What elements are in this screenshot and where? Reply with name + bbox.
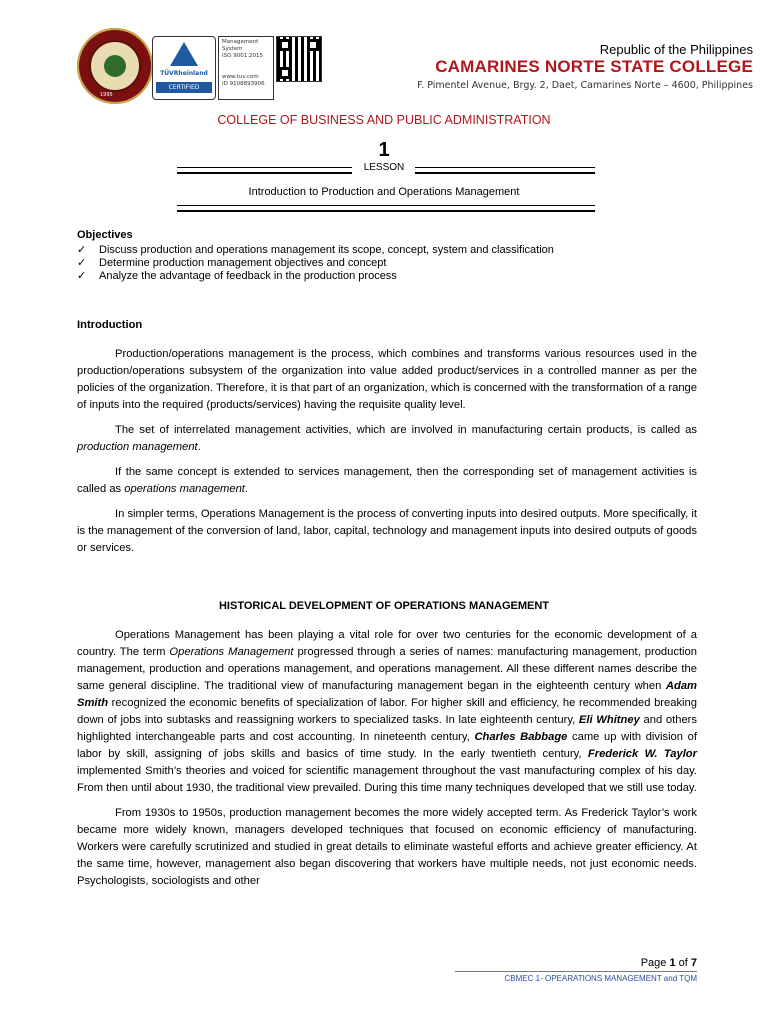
intro-paragraph: The set of interrelated management activities, which are involved in manufacturing certain products, is called as production management. xyxy=(77,424,697,453)
iso-cert-info xyxy=(218,36,274,100)
department-heading: COLLEGE OF BUSINESS AND PUBLIC ADMINISTRATION xyxy=(217,113,551,127)
introduction-body xyxy=(77,346,697,557)
cert-line: ID 9108893906 xyxy=(222,81,265,87)
intro-paragraph: Production/operations management is the process, which combines and transforms various resources used in the production/operations subsystem of the organization into value added product/services in a controlled manner as per the policies of the organization. Therefore, it is that part of an organization, which is concerned with the transformation of a range of inputs into the required (products/services) having the requisite quality level. xyxy=(77,348,697,411)
tuv-triangle-icon xyxy=(170,42,198,66)
college-name: CAMARINES NORTE STATE COLLEGE xyxy=(435,57,753,76)
republic-label: Republic of the Philippines xyxy=(599,42,753,57)
intro-paragraph: In simpler terms, Operations Management is the process of converting inputs into desired outputs. More specifically, it is the management of the conversion of land, labor, capital, technology and management inputs into desired outputs of goods or services. xyxy=(77,508,697,554)
checkmark-icon: ✓ xyxy=(77,270,87,282)
objective-text: Determine production management objectives and concept xyxy=(99,257,387,269)
tuv-certified-badge: CERTIFIED xyxy=(156,82,212,93)
objectives-heading: Objectives xyxy=(77,229,133,241)
cert-line: System xyxy=(222,46,243,52)
lesson-label: LESSON xyxy=(363,162,405,173)
objective-text: Analyze the advantage of feedback in the production process xyxy=(99,270,397,282)
history-heading: HISTORICAL DEVELOPMENT OF OPERATIONS MANAGEMENT xyxy=(218,600,550,612)
intro-paragraph: If the same concept is extended to services management, then the corresponding set of management activities is called as operations management. xyxy=(77,466,697,495)
history-body xyxy=(77,627,697,890)
objective-text: Discuss production and operations management its scope, concept, system and classification xyxy=(99,244,554,256)
checkmark-icon: ✓ xyxy=(77,257,87,269)
introduction-heading: Introduction xyxy=(77,319,143,331)
course-code: CBMEC 1- OPEARATIONS MANAGEMENT and TQM xyxy=(504,974,697,983)
cert-line: ISO 9001:2015 xyxy=(222,53,264,59)
college-address: F. Pimentel Avenue, Brgy. 2, Daet, Camarines Norte – 4600, Philippines xyxy=(417,80,753,91)
college-seal-emblem xyxy=(104,55,126,77)
objectives-list xyxy=(77,244,554,283)
objective-item xyxy=(77,257,554,270)
page-number: Page 1 of 7 xyxy=(640,957,697,969)
checkmark-icon: ✓ xyxy=(77,244,87,256)
footer-divider xyxy=(455,971,697,972)
history-paragraph: Operations Management has been playing a vital role for over two centuries for the economic development of a country. The term Operations Management progressed through a series of names: manufacturing management, production management, production and operations management, and operations management. All these different names describe the same general discipline. The traditional view of manufacturing management began in the eighteenth century when Adam Smith recognized the economic benefits of specialization of labor. For higher skill and efficiency, he recommended breaking down of jobs into subtasks and reassigning workers to specialized tasks. In late eighteenth century, Eli Whitney and others highlighted interchangeable parts and cost accounting. In nineteenth century, Charles Babbage came up with division of labor by skill, assigning of jobs skills and basics of time study. In the early twentieth century, Frederick W. Taylor implemented Smith’s theories and voiced for scientific management throughout the vast manufacturing complex of his day. From then until about 1930, the traditional view prevailed. During this time many techniques developed that we still use today. xyxy=(77,629,697,794)
history-paragraph: From 1930s to 1950s, production management becomes the more widely accepted term. As Frederick Taylor’s work became more widely known, managers developed techniques that focused on economic efficiency of manufacturing. Workers were carefully scrutinized and studied in great details to eliminate wasteful efforts and achieve greater efficiency. At the same time, however, management also began discovering that workers have multiple needs, not just economic needs. Psychologists, sociologists and other xyxy=(77,807,697,887)
cert-line: Management xyxy=(222,39,259,45)
lesson-number: 1 xyxy=(378,139,390,161)
cert-line: www.tuv.com xyxy=(222,74,259,80)
qr-code-icon xyxy=(276,36,322,82)
tuv-brand-text: TÜVRheinland xyxy=(160,70,208,77)
lesson-title: Introduction to Production and Operations Management xyxy=(248,186,520,198)
objective-item xyxy=(77,270,554,283)
lesson-rule-bottom xyxy=(177,205,595,212)
college-seal-year: 1995 xyxy=(100,92,113,98)
objective-item xyxy=(77,244,554,257)
